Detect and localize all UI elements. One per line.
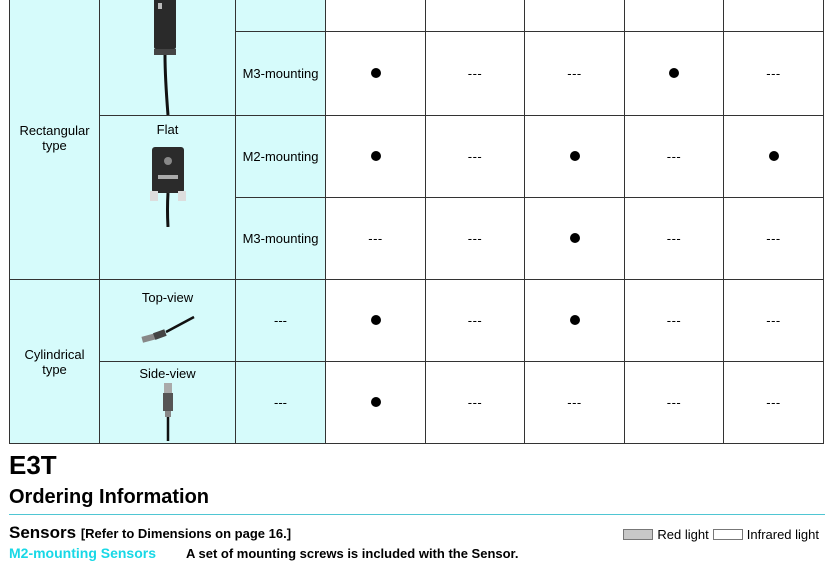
table-cell: --- (426, 116, 525, 198)
infrared-light-label: Infrared light (746, 527, 819, 542)
sensors-reference: [Refer to Dimensions on page 16.] (80, 526, 292, 541)
rectangular-sensor-image (148, 0, 188, 115)
subtype-side-view-label: Side-view (139, 366, 196, 381)
bullet-dot (570, 315, 580, 325)
red-light-label: Red light (657, 527, 709, 542)
mount-label: M2-mounting (236, 116, 326, 198)
mount-label: M3-mounting (236, 31, 326, 115)
infrared-light-swatch (713, 529, 743, 540)
table-cell (525, 280, 625, 362)
subtype-top-view-label: Top-view (141, 290, 194, 305)
group-rectangular: Rectangular type (10, 0, 100, 280)
table-cell: --- (426, 362, 525, 444)
mount-label: --- (236, 362, 326, 444)
light-legend (623, 527, 819, 542)
section-title: Ordering Information (9, 486, 209, 508)
table-cell: --- (724, 31, 824, 115)
bullet-dot (769, 151, 779, 161)
group-cylindrical: Cylindrical type (10, 280, 100, 444)
flat-sensor-image (146, 147, 190, 227)
table-cell (525, 198, 625, 280)
mount-label: --- (236, 280, 326, 362)
sensor-figure-rect-standard (100, 0, 236, 116)
table-cell: --- (525, 362, 625, 444)
side-view-sensor-image (158, 383, 178, 441)
sensor-figure-flat (100, 116, 236, 280)
table-cell (625, 31, 724, 115)
table-cell: --- (426, 31, 525, 115)
compatibility-table (9, 0, 824, 444)
bullet-dot (371, 151, 381, 161)
table-cell (326, 31, 426, 115)
sensor-figure-top-view (100, 280, 236, 362)
table-cell (326, 280, 426, 362)
table-cell: --- (625, 362, 724, 444)
sensor-figure-side-view (100, 362, 236, 444)
mount-label: M3-mounting (236, 198, 326, 280)
table-cell: --- (724, 198, 824, 280)
table-cell (326, 116, 426, 198)
table-cell: --- (426, 198, 525, 280)
bullet-dot (570, 151, 580, 161)
section-divider (9, 514, 825, 515)
table-cell: --- (724, 280, 824, 362)
table-cell: --- (326, 198, 426, 280)
bullet-dot (371, 315, 381, 325)
bullet-dot (371, 68, 381, 78)
model-title: E3T (9, 450, 57, 480)
subsection-title: M2-mounting Sensors (9, 545, 157, 561)
top-view-sensor-image (138, 311, 198, 347)
table-cell: --- (724, 362, 824, 444)
table-cell: --- (625, 280, 724, 362)
bullet-dot (371, 397, 381, 407)
table-cell (525, 116, 625, 198)
bullet-dot (669, 68, 679, 78)
table-cell (326, 362, 426, 444)
table-cell (724, 116, 824, 198)
subtype-flat-label: Flat (156, 122, 179, 137)
table-cell: --- (426, 280, 525, 362)
table-cell: --- (625, 116, 724, 198)
sensors-label: Sensors (9, 523, 77, 542)
sensors-heading (9, 523, 291, 543)
table-cell: --- (625, 198, 724, 280)
mounting-note: A set of mounting screws is included with the Sensor. (186, 546, 519, 561)
red-light-swatch (623, 529, 653, 540)
bullet-dot (570, 233, 580, 243)
table-cell: --- (525, 31, 625, 115)
